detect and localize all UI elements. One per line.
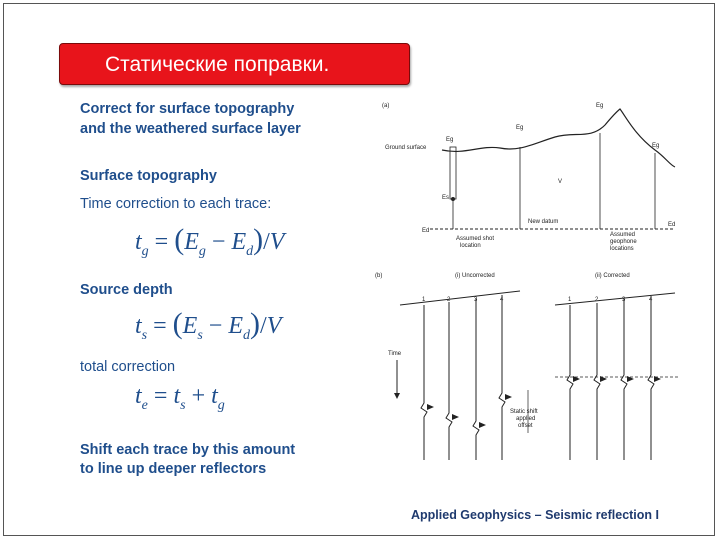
wavelet-fill-u1: [427, 404, 434, 410]
static-shift-label-3: offset: [518, 423, 533, 429]
uncorrected-trace-1: [421, 305, 427, 460]
mark-eg-3: Eg: [596, 103, 604, 109]
text-time-correction: Time correction to each trace:: [80, 196, 272, 212]
slide-title: Статические поправки.: [59, 43, 410, 85]
formula-tg: $t_g = (E_g - E_d)/V$: [135, 223, 285, 259]
corrected-trace-2: [594, 303, 600, 460]
wavelet-fill-u3: [479, 422, 486, 428]
heading-source-depth: Source depth: [80, 282, 173, 298]
corrected-trace-3: [621, 299, 627, 460]
new-datum-label: New datum: [528, 219, 559, 225]
heading-line-2: and the weathered surface layer: [80, 121, 301, 137]
mark-es: Es: [442, 195, 450, 201]
mark-ed-1: Ed: [422, 228, 430, 234]
mark-eg-4: Eg: [652, 143, 660, 149]
assumed-shot-label-2: location: [460, 243, 481, 249]
trace-number-l1: 1: [422, 297, 426, 303]
trace-number-l4: 4: [500, 297, 504, 303]
formula-ts: $t_s = (E_s - E_d)/V$: [135, 307, 282, 343]
assumed-geophone-label-1: Assumed: [610, 232, 636, 238]
mark-eg-1: Eg: [446, 137, 454, 143]
uncorrected-trace-2: [446, 302, 452, 460]
panel-b-label: (b): [375, 273, 383, 279]
static-shift-label-2: applied: [516, 416, 536, 422]
formula-te: $t_e = t_s + t_g$: [135, 383, 225, 413]
shot-hole: [450, 147, 456, 199]
shot-point-icon: [451, 197, 455, 201]
corrected-trace-1: [567, 305, 573, 460]
trace-number-r3: 3: [622, 297, 626, 303]
assumed-geophone-label-2: geophone: [610, 239, 637, 245]
corrected-surface: [555, 293, 675, 305]
trace-number-l2: 2: [447, 297, 451, 303]
uncorrected-trace-4: [499, 295, 505, 460]
topography-figure: [370, 95, 680, 260]
uncorrected-label: (i) Uncorrected: [455, 273, 495, 279]
assumed-geophone-label-3: locations: [610, 246, 634, 252]
ground-surface-label: Ground surface: [385, 145, 427, 151]
wavelet-fill-u4: [505, 394, 512, 400]
heading-shift-line-2: to line up deeper reflectors: [80, 461, 267, 477]
static-shift-label-1: Static shift: [510, 409, 538, 415]
panel-a-label: (a): [382, 103, 390, 109]
ground-surface-line: [442, 109, 675, 167]
traces-figure: [370, 265, 690, 475]
heading-surface-topography: Surface topography: [80, 168, 217, 184]
trace-number-r1: 1: [568, 297, 572, 303]
trace-number-r4: 4: [649, 297, 653, 303]
uncorrected-trace-3: [473, 298, 479, 460]
heading-shift-line-1: Shift each trace by this amount: [80, 442, 296, 458]
text-total-correction: total correction: [80, 359, 176, 375]
time-arrow-icon: [394, 393, 400, 399]
corrected-label: (ii) Corrected: [595, 273, 630, 279]
trace-number-r2: 2: [595, 297, 599, 303]
wavelet-fill-u2: [452, 414, 459, 420]
time-label: Time: [388, 351, 402, 357]
heading-line-1: Correct for surface topography: [80, 101, 295, 117]
trace-number-l3: 3: [474, 297, 478, 303]
footer-credit: Applied Geophysics – Seismic reflection I: [411, 508, 659, 522]
mark-eg-2: Eg: [516, 125, 524, 131]
corrected-trace-4: [648, 296, 654, 460]
mark-ed-2: Ed: [668, 222, 676, 228]
velocity-label: V: [558, 179, 563, 185]
assumed-shot-label-1: Assumed shot: [456, 236, 495, 242]
